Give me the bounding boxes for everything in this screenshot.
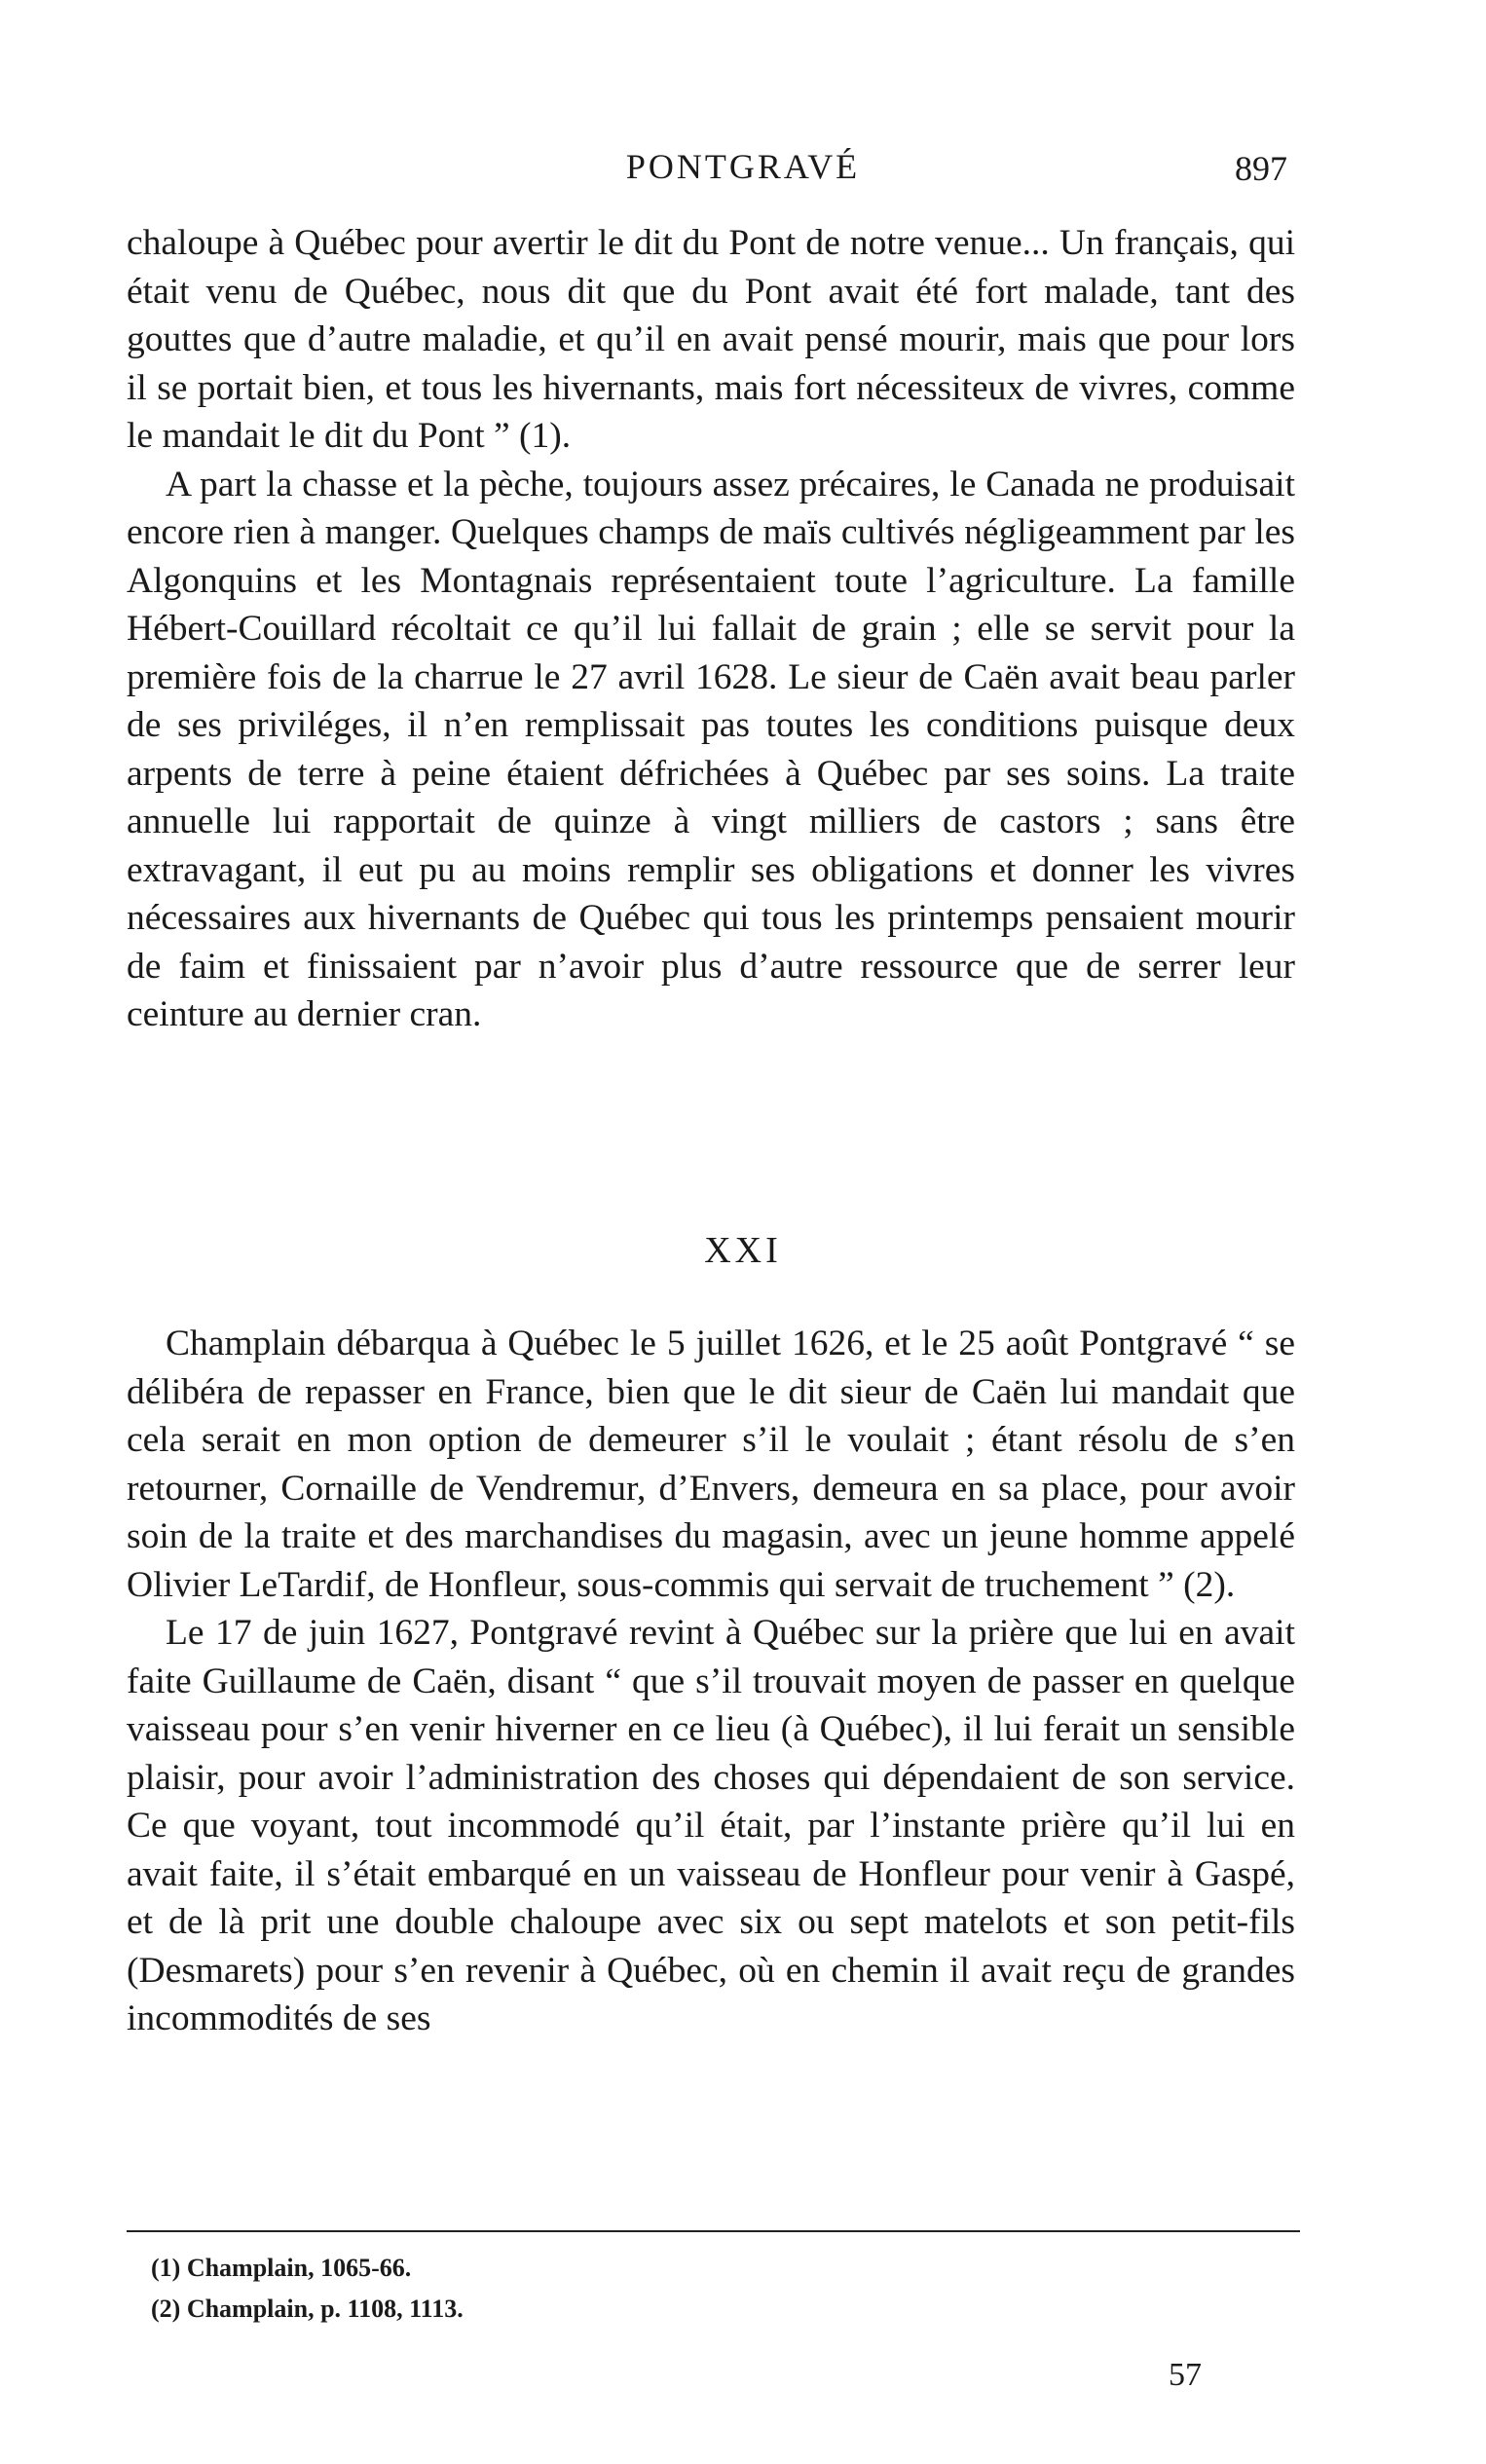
paragraph: Le 17 de juin 1627, Pontgravé revint à Québec sur la prière que lui en avait faite Guillaume de Caën, disant “ que s’il trouvait moyen de passer en quelque vaisseau pour s’en venir hiverner en ce lieu (à Québec), il lui ferait un sensible plaisir, pour avoir l’administration des choses qui dépendaient de son service. Ce que voyant, tout incommodé qu’il était, par l’instante prière qu’il lui en avait faite, il s’était embarqué en un vaisseau de Honfleur pour venir à Gaspé, et de là prit une double chaloupe avec six ou sept matelots et son petit-fils (Desmarets) pour s’en revenir à Québec, où en chemin il avait reçu de grandes incommodités de ses [127,1613,1295,2038]
footnote: (2) Champlain, p. 1108, 1113. [151,2295,464,2323]
body-text-before-section [127,219,1295,1039]
footnote: (1) Champlain, 1065-66. [151,2254,412,2282]
footnote-divider [127,2230,1300,2232]
signature-mark: 57 [1169,2357,1202,2393]
footnotes [151,2248,464,2330]
section-heading: XXI [704,1230,782,1271]
running-title: PONTGRAVÉ [625,147,861,186]
paragraph: A part la chasse et la pèche, toujours assez précaires, le Canada ne produisait encore rien à manger. Quelques champs de maïs cultivés négligeamment par les Algonquins et les Montagnais représentaient toute l’agriculture. La famille Hébert-Couillard récoltait ce qu’il lui fallait de grain ; elle se servit pour la première fois de la charrue le 27 avril 1628. Le sieur de Caën avait beau parler de ses priviléges, il n’en remplissait pas toutes les conditions puisque deux arpents de terre à peine étaient défrichées à Québec par ses soins. La traite annuelle lui rapportait de quinze à vingt milliers de castors ; sans être extravagant, il eut pu au moins remplir ses obligations et donner les vivres nécessaires aux hivernants de Québec qui tous les printemps pensaient mourir de faim et finissaient par n’avoir plus d’autre ressource que de serrer leur ceinture au dernier cran. [127,464,1295,1034]
paragraph: chaloupe à Québec pour avertir le dit du Pont de notre venue... Un français, qui était venu de Québec, nous dit que du Pont avait été fort malade, tant des gouttes que d’autre maladie, et qu’il en avait pensé mourir, mais que pour lors il se portait bien, et tous les hivernants, mais fort nécessiteux de vivres, comme le mandait le dit du Pont ” (1). [127,223,1295,456]
body-text-after-section [127,1320,1295,2043]
paragraph: Champlain débarqua à Québec le 5 juillet 1626, et le 25 août Pontgravé “ se délibéra de repasser en France, bien que le dit sieur de Caën lui mandait que cela serait en mon option de demeurer s’il le voulait ; étant résolu de s’en retourner, Cornaille de Vendremur, d’Envers, demeura en sa place, pour avoir soin de la traite et des marchandises du magasin, avec un jeune homme appelé Olivier LeTardif, de Honfleur, sous-commis qui servait de truchement ” (2). [127,1324,1295,1605]
page-number: 897 [1235,149,1287,188]
